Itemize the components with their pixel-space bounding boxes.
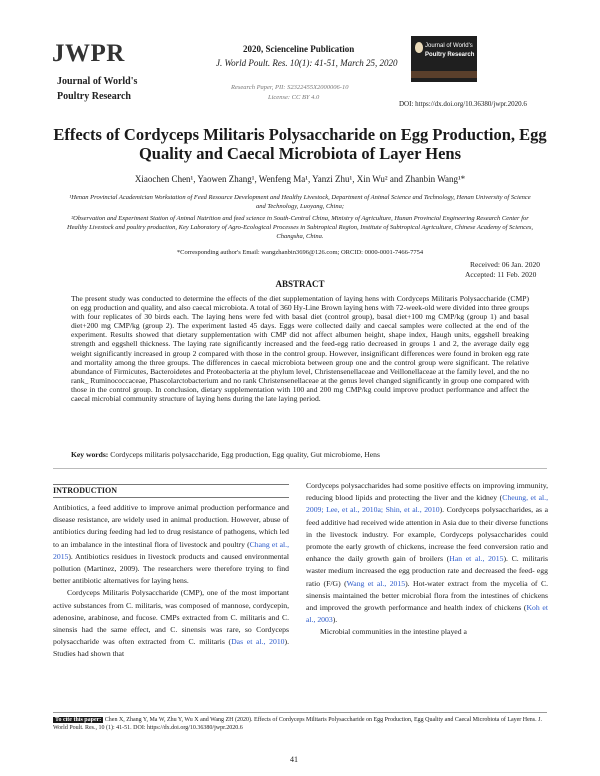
publication-line: 2020, Scienceline Publication xyxy=(243,44,355,54)
section-divider xyxy=(53,468,547,469)
citation-link[interactable]: Han et al., 2015 xyxy=(449,554,504,564)
intro-paragraph-4: Microbial communities in the intestine played a xyxy=(320,627,467,637)
left-column xyxy=(53,502,289,661)
text-run: Antibiotics, a feed additive to improve animal production performance and disease resistance, are widely used in animal production. However, abuse of antibiotics during feeding had led to drug resistance of pathogens, which led to an imbalance in the intestinal flora of livestock and poultry ( xyxy=(53,503,289,549)
text-run: ). Hot-water extract from the mycelia of C. sinensis maintained the better microbial flora from the intestines of chickens and improved the growth performance and health index of chickens ( xyxy=(306,578,548,613)
logo-text-line-1: Journal of World's xyxy=(425,43,473,49)
page-number: 41 xyxy=(290,755,298,764)
journal-abbreviation: JWPR xyxy=(52,40,125,67)
license: License: CC BY 4.0 xyxy=(268,94,320,101)
journal-name-line-1: Journal of World's xyxy=(57,76,138,87)
footnote-text: Chen X, Zhang Y, Ma W, Zhu Y, Wu X and Wang ZH (2020). Effects of Cordyceps Militaris Polysaccharide on Egg Production, Egg Quality and Caecal Microbiota of Layer Hens. J. World Poult. Res., 10 (1): 41-51. DOI: https://dx.doi.org/10.36380/jwpr.2020.6 xyxy=(53,717,542,731)
citation-footnote xyxy=(53,712,547,732)
journal-logo xyxy=(411,36,477,82)
keywords-list: Cordyceps militaris polysaccharide, Egg production, Egg quality, Gut microbiome, Hens xyxy=(110,450,380,459)
paper-type: Research Paper, PII: S2322455X2000006-10 xyxy=(231,84,349,91)
introduction-heading: INTRODUCTION xyxy=(53,484,289,498)
keywords xyxy=(71,450,529,459)
citation-line: J. World Poult. Res. 10(1): 41-51, March 25, 2020 xyxy=(216,58,398,68)
text-run: ). Antibiotics residues in livestock products and caused environmental pollution (Martinez, 2009). The researchers were therefore trying to find better antibiotic alternatives for laying hens. xyxy=(53,551,289,586)
paper-title: Effects of Cordyceps Militaris Polysaccharide on Egg Production, Egg Quality and Caecal Microbiota of Layer Hens xyxy=(53,125,547,163)
citation-link[interactable]: Koh et al., 2003 xyxy=(306,603,548,625)
intro-paragraph-2 xyxy=(53,587,289,660)
text-run: Cordyceps Militaris Polysaccharide (CMP), one of the most important active substances from C. militaris, was composed of mannose, cordycepin, adenosine, arabinose, and fucose. CMPs extracted from C. militaris and C. sinensis had the same effect, and C. sinensis was rare, so Cordyceps polysaccharide was often extracted from C. militaris ( xyxy=(53,588,289,647)
intro-paragraph-1 xyxy=(53,502,289,587)
affiliation-2: ²Observation and Experiment Station of Animal Nutrition and feed science in South-Central China, Ministry of Agriculture, Hunan Provincial Engineering Research Center for Healthy Livestock and poultry production, Key Laboratory of Agro-Ecological Processes in Subtropical Region, Institute of Subtropical Agriculture, Chinese Academy of Sciences, Changsha, China. xyxy=(66,215,534,240)
text-run: ). C. militaris waster medium increased the egg production rate and decreased the feed- egg ratio (F/G) ( xyxy=(306,554,549,588)
affiliation-1: ¹Henan Provincial Academician Workstation of Feed Resource Development and Healthy Livestock, Department of Animal Science and Technology, Henan University of Science and Technology, Luoyang, China; xyxy=(69,194,531,210)
doi-link[interactable]: DOI: https://dx.doi.org/10.36380/jwpr.2020.6 xyxy=(399,100,527,108)
author-list: Xiaochen Chen¹, Yaowen Zhang¹, Wenfeng Ma¹, Yanzi Zhu¹, Xin Wu² and Zhanbin Wang¹* xyxy=(134,174,466,184)
citation-link[interactable]: Wang et al., 2015 xyxy=(346,578,406,588)
citation-link[interactable]: Chang et al., 2015 xyxy=(53,539,289,561)
correspondence: *Corresponding author's Email: wangzhanbin3696@126.com; ORCID: 0000-0001-7466-7754 xyxy=(176,249,424,256)
text-run: ). Studies had shown that xyxy=(53,637,289,659)
logo-text-line-2: Poultry Research xyxy=(425,52,475,58)
text-run: ). xyxy=(332,615,338,625)
text-run: Cordyceps polysaccharides had some positive effects on improving immunity, reducing blood lipids and protecting the liver and the kidney ( xyxy=(306,481,548,503)
footnote-label: To cite this paper: xyxy=(55,717,102,723)
egg-icon xyxy=(415,42,423,53)
keywords-label: Key words: xyxy=(71,450,109,459)
journal-name-line-2: Poultry Research xyxy=(57,91,131,102)
intro-paragraph-3 xyxy=(306,480,548,626)
logo-bar xyxy=(411,71,477,78)
accepted-date: Accepted: 11 Feb. 2020 xyxy=(465,270,537,279)
received-date: Received: 06 Jan. 2020 xyxy=(470,260,540,269)
abstract-heading: ABSTRACT xyxy=(275,279,325,289)
citation-link[interactable]: Das et al., 2010 xyxy=(231,637,285,647)
citation-link[interactable]: Cheung, et al., 2009; Lee, et al., 2010a; Shin, et al., 2010 xyxy=(306,493,548,515)
right-column xyxy=(306,480,548,639)
abstract-text: The present study was conducted to determine the effects of the diet supplementation of laying hens with Cordyceps Militaris Polysaccharide (CMP) on egg production and quality, and also caecal microbiota. A total of 360 Hy-Line Brown laying hens with 72-week-old were divided into three groups with four replicates of 30 birds each. The laying hens were fed with basal diet (control group), basal diet+100 mg CMP/kg (group 1) and basal diet+200 mg CMP/kg (group 2). The experiment lasted 45 days. Eggs were collected daily and caecal samples were collected at the end of the experiment. Results showed that dietary supplementation with CMP did not affect albumen height, shape index, Haugh units, eggshell breaking strength and eggshell thickness. The laying rate significantly increased and the feed-egg ratio decreased in groups 1 and 2, the average daily egg weight significantly increased in group 2 compared with those in the control group. However, insignificant differences were found in broken egg rate and mortality among the three groups. The differences in caecal microbiota between group one and the control group were significant. The relative abundance of Firmicutes, Bacteroidetes and Proteobacteria at the phylum level, Christensenellaceae and Veillonellaceae at the family level, and the no rank_ Ruminococcaceae, Phascolarctobacterium and no rank Christensenellaceae at the genus level changed significantly in group one compared with those in the control group. In conclusion, dietary supplementation with 100 and 200 mg CMP/kg could improve product performance and affect the caecal microbial community structure of laying hens during the late laying period. xyxy=(71,294,529,404)
text-run: ). Cordyceps polysaccharides, as a feed additive had received wide attention in Asia due to their diverse functions in the livestock industry. For example, Cordyceps polysaccharides could promote the early growth of chickens, increase the feed conversion ratio and enhance the daily growth gain of broilers ( xyxy=(306,505,548,564)
